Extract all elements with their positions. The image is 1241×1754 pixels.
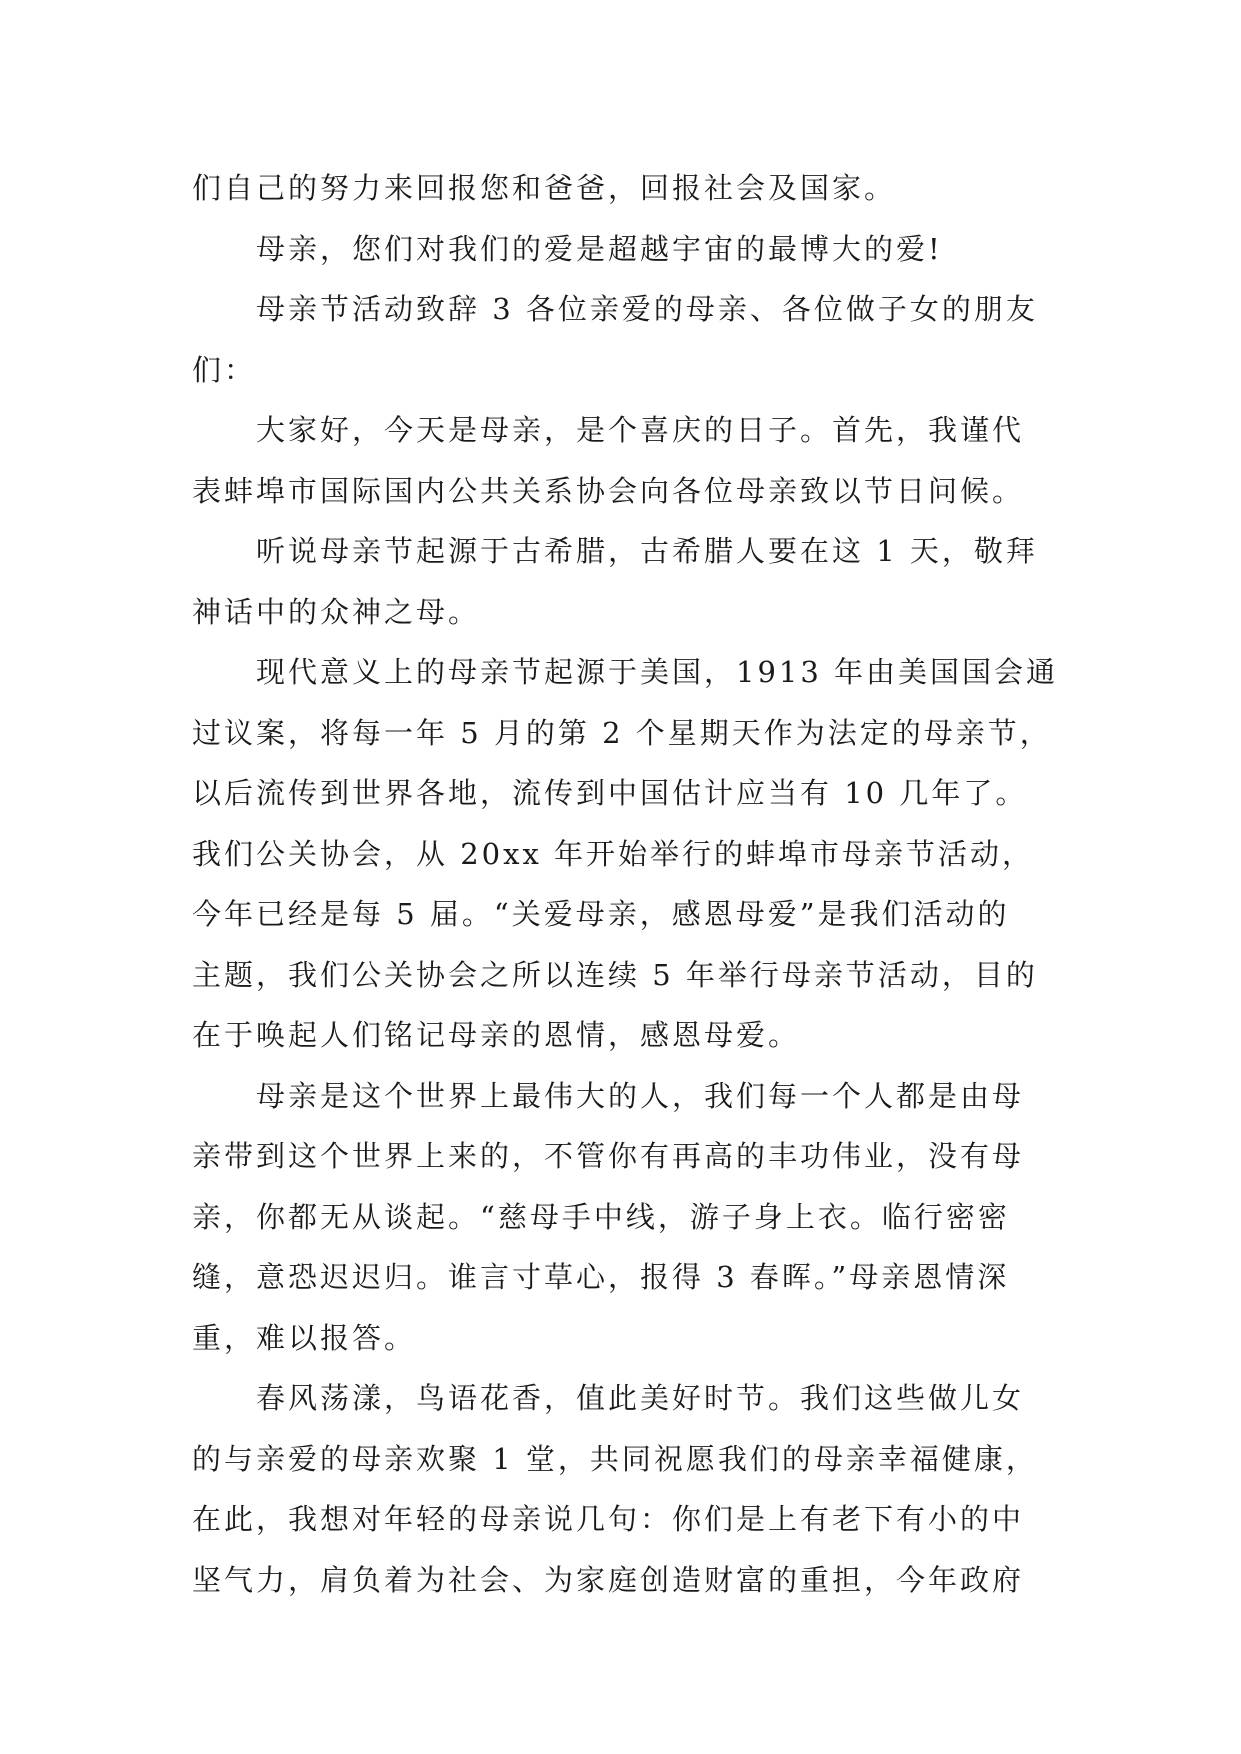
text-line: 母亲，您们对我们的爱是超越宇宙的最博大的爱! <box>256 231 943 266</box>
text-line: 在此，我想对年轻的母亲说几句：你们是上有老下有小的中 <box>192 1502 1025 1536</box>
text-line: 主题，我们公关协会之所以连续 5 年举行母亲节活动，目的 <box>192 957 1038 992</box>
text-line: 神话中的众神之母。 <box>192 594 481 629</box>
text-line: 母亲是这个世界上最伟大的人，我们每一个人都是由母 <box>256 1078 1025 1113</box>
text-line: 重，难以报答。 <box>192 1320 417 1355</box>
text-line: 母亲节活动致辞 3 各位亲爱的母亲、各位做子女的朋友 <box>256 292 1038 326</box>
text-line: 缝，意恐迟迟归。谁言寸草心，报得 3 春晖。”母亲恩情深 <box>192 1260 1010 1294</box>
text-line: 听说母亲节起源于古希腊，古希腊人要在这 1 天，敬拜 <box>256 534 1038 568</box>
text-line: 大家好，今天是母亲，是个喜庆的日子。首先，我谨代 <box>256 413 1025 447</box>
text-line: 亲带到这个世界上来的，不管你有再高的丰功伟业，没有母 <box>192 1139 1025 1173</box>
text-line: 春风荡漾，鸟语花香，值此美好时节。我们这些做儿女 <box>256 1381 1025 1415</box>
text-line: 们自己的努力来回报您和爸爸，回报社会及国家。 <box>192 171 897 205</box>
text-line: 坚气力，肩负着为社会、为家庭创造财富的重担，今年政府 <box>192 1562 1025 1597</box>
text-line: 们： <box>192 352 257 387</box>
text-line: 的与亲爱的母亲欢聚 1 堂，共同祝愿我们的母亲幸福健康， <box>192 1441 1038 1476</box>
text-line: 我们公关协会，从 20xx 年开始举行的蚌埠市母亲节活动， <box>192 836 1035 871</box>
text-line: 以后流传到世界各地，流传到中国估计应当有 10 几年了。 <box>192 776 1028 810</box>
document-body <box>192 158 1059 1610</box>
text-line: 在于唤起人们铭记母亲的恩情，感恩母爱。 <box>192 1018 801 1052</box>
text-line: 过议案，将每一年 5 月的第 2 个星期天作为法定的母亲节， <box>192 715 1052 750</box>
text-line: 表蚌埠市国际国内公共关系协会向各位母亲致以节日问候。 <box>192 473 1025 508</box>
text-line: 亲，你都无从谈起。“慈母手中线，游子身上衣。临行密密 <box>192 1199 1010 1234</box>
text-line: 现代意义上的母亲节起源于美国，1913 年由美国国会通 <box>256 655 1059 689</box>
text-line: 今年已经是每 5 届。“关爱母亲，感恩母爱”是我们活动的 <box>192 897 1010 931</box>
